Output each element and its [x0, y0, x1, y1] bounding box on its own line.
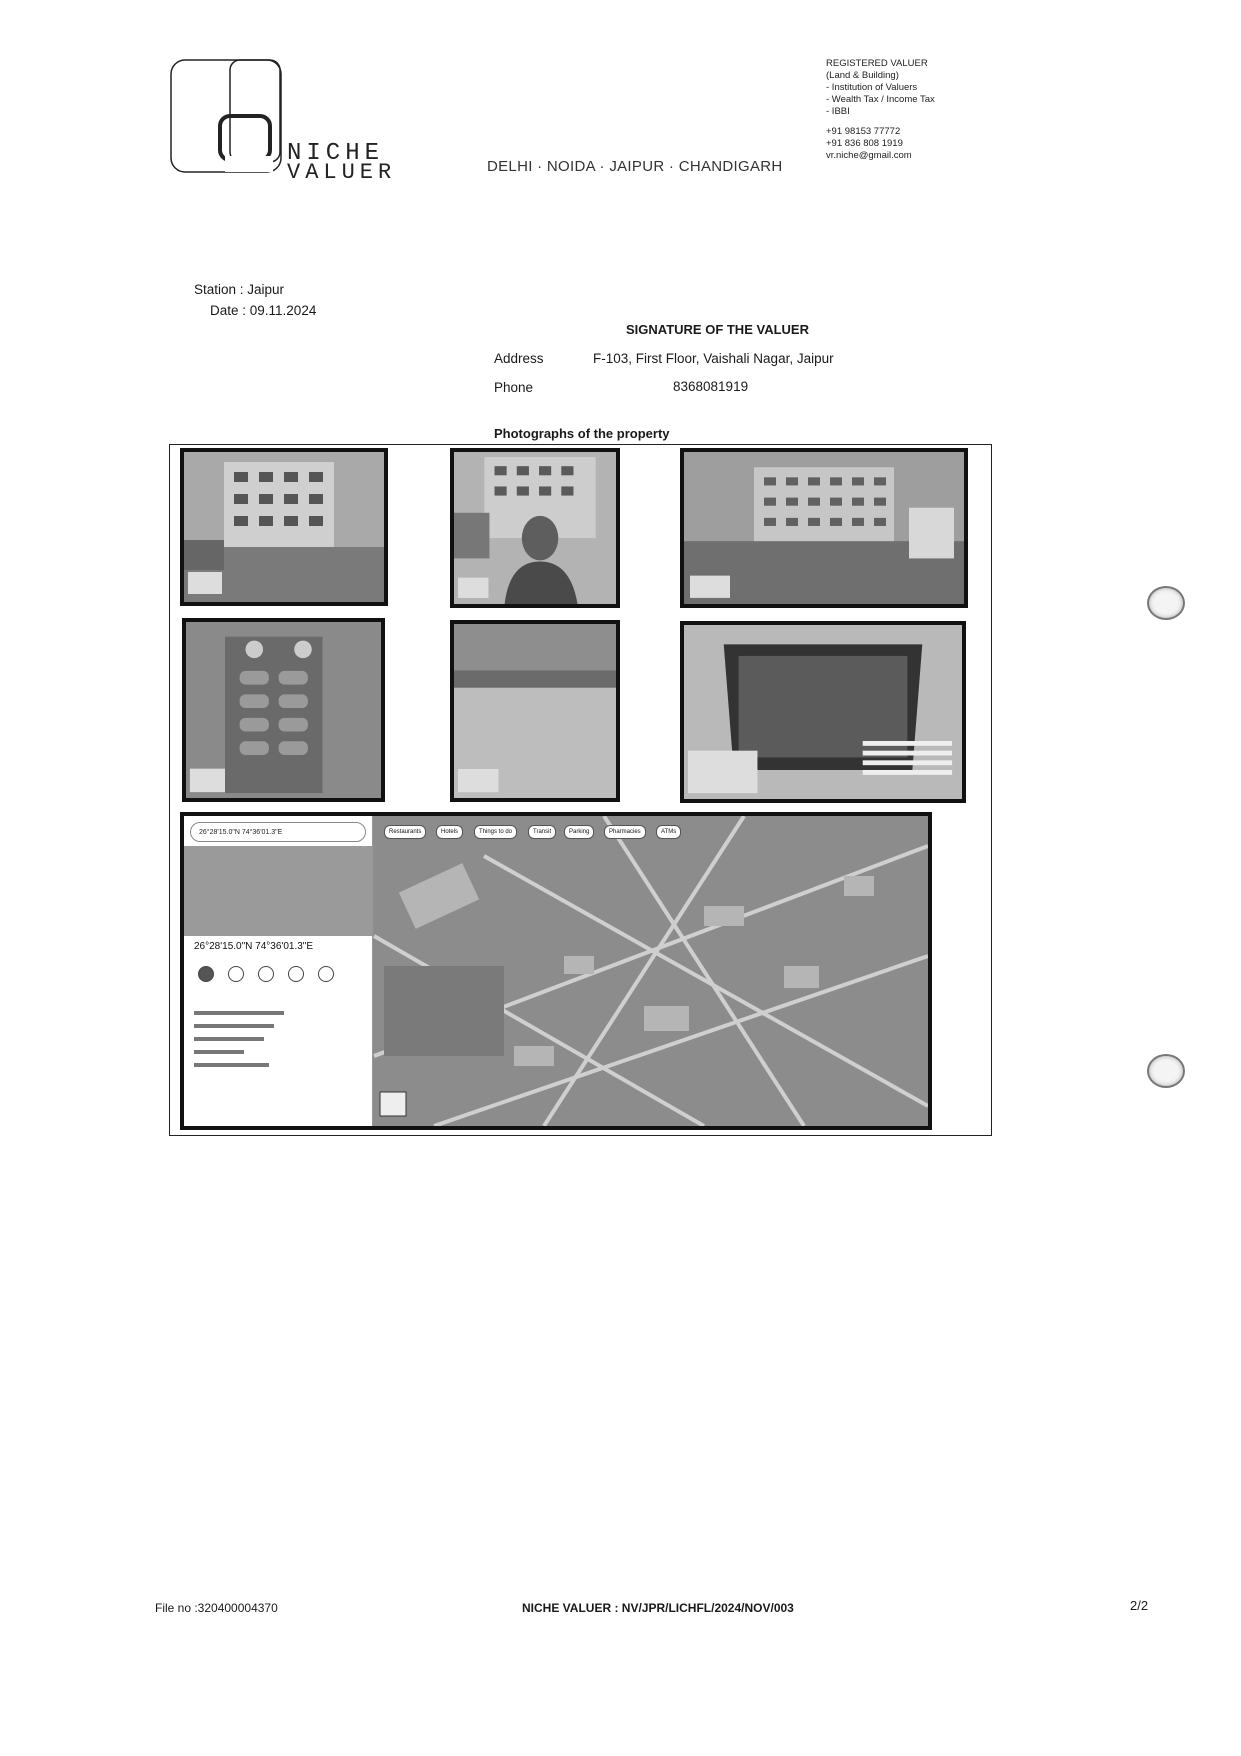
registration-item: - IBBI [826, 106, 850, 117]
photo-building-front [180, 448, 388, 606]
map-search-field: 26°28'15.0"N 74°36'01.3"E [190, 822, 366, 842]
office-cities: DELHI · NOIDA · JAIPUR · CHANDIGARH [487, 158, 783, 175]
registration-item: - Institution of Valuers [826, 82, 918, 93]
map-chip: ATMs [656, 825, 681, 839]
photo-tv-screen [680, 621, 966, 803]
photos-title: Photographs of the property [494, 426, 670, 441]
contact-phone: +91 836 808 1919 [826, 138, 903, 149]
map-chip: Pharmacies [604, 825, 646, 839]
registration-title: REGISTERED VALUER [826, 58, 928, 69]
company-logo [170, 58, 438, 180]
station: Station : Jaipur [194, 282, 285, 297]
share-icon [318, 966, 334, 982]
map-chip: Parking [564, 825, 594, 839]
map-chip: Things to do [474, 825, 517, 839]
signature-title: SIGNATURE OF THE VALUER [626, 322, 809, 337]
nearby-icon [258, 966, 274, 982]
footer-file-number: File no :320400004370 [155, 1601, 278, 1615]
photo-apartment-complex [680, 448, 968, 608]
page-number: 2/2 [1130, 1598, 1149, 1613]
map-detail-line [194, 1024, 274, 1028]
map-detail-line [194, 1050, 244, 1054]
footer-reference: NICHE VALUER : NV/JPR/LICHFL/2024/NOV/003 [522, 1601, 794, 1615]
send-to-phone-icon [288, 966, 304, 982]
map-chip: Restaurants [384, 825, 426, 839]
map-streetview-preview [184, 846, 372, 936]
map-chip: Hotels [436, 825, 463, 839]
contact-phone: +91 98153 77772 [826, 126, 901, 137]
directions-icon [198, 966, 214, 982]
photo-interior-wall [450, 620, 620, 802]
map-chip: Transit [528, 825, 556, 839]
map-detail-line [194, 1063, 269, 1067]
phone-label: Phone [494, 380, 534, 395]
save-icon [228, 966, 244, 982]
map-side-panel [184, 816, 373, 1126]
hole-punch [1147, 586, 1185, 620]
date: Date : 09.11.2024 [210, 303, 317, 318]
phone-value: 8368081919 [673, 379, 749, 394]
address-value: F-103, First Floor, Vaishali Nagar, Jaipur [593, 351, 834, 366]
hole-punch [1147, 1054, 1185, 1088]
address-label: Address [494, 351, 544, 366]
registration-subtitle: (Land & Building) [826, 70, 899, 81]
map-coordinates: 26°28'15.0"N 74°36'01.3"E [194, 941, 314, 952]
contact-email: vr.niche@gmail.com [826, 150, 912, 161]
map-detail-line [194, 1037, 264, 1041]
map-detail-line [194, 1011, 284, 1015]
registration-item: - Wealth Tax / Income Tax [826, 94, 935, 105]
photo-map-screenshot [180, 812, 932, 1130]
photo-person-selfie [450, 448, 620, 608]
svg-text:NICHE: NICHE [287, 140, 385, 167]
registration-block [826, 58, 935, 162]
svg-text:VALUER: VALUER [287, 160, 397, 180]
photo-lift-panel [182, 618, 385, 802]
niche-valuer-logo-icon [170, 58, 438, 180]
